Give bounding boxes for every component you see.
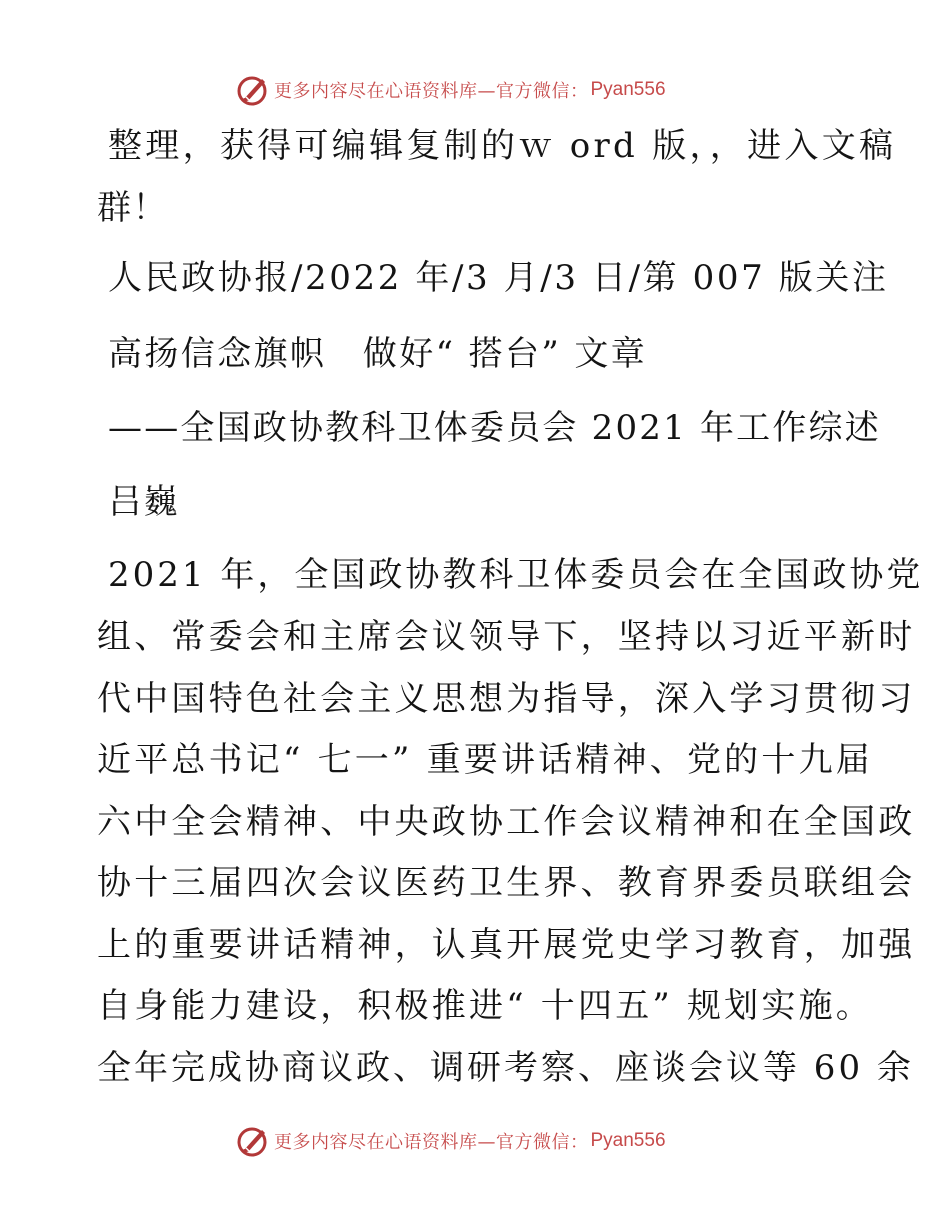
body-line: 代中国特色社会主义思想为指导，深入学习贯彻习 xyxy=(97,679,916,719)
body-line: 六中全会精神、中央政协工作会议精神和在全国政 xyxy=(97,802,916,842)
header-watermark-banner xyxy=(236,72,756,108)
author-name: 吕巍 xyxy=(108,482,179,522)
intro-line-2: 群！ xyxy=(97,188,168,228)
intro-line-1: 整理，获得可编辑复制的ｗ ord 版，，进入文稿 xyxy=(108,126,897,166)
quill-ink-logo-icon xyxy=(236,1124,270,1158)
body-line: 近平总书记“ 七一” 重要讲话精神、党的十九届 xyxy=(97,740,873,780)
source-line: 人民政协报/2022 年/3 月/3 日/第 007 版关注 xyxy=(108,258,889,298)
body-line: 全年完成协商议政、调研考察、座谈会议等 60 余 xyxy=(97,1048,914,1088)
body-line: 自身能力建设，积极推进“ 十四五” 规划实施。 xyxy=(97,986,873,1026)
footer-watermark-banner xyxy=(236,1123,756,1159)
watermark-text: 更多内容尽在心语资料库—官方微信： xyxy=(274,1132,589,1153)
quill-ink-logo-icon xyxy=(236,73,270,107)
article-title: 高扬信念旗帜 做好“ 搭台” 文章 xyxy=(108,334,648,374)
body-line: 组、常委会和主席会议领导下，坚持以习近平新时 xyxy=(97,617,916,657)
body-line: 2021 年，全国政协教科卫体委员会在全国政协党 xyxy=(108,555,924,595)
watermark-wechat-id: Pyan556 xyxy=(590,79,666,100)
body-line: 协十三届四次会议医药卫生界、教育界委员联组会 xyxy=(97,863,916,903)
watermark-wechat-id: Pyan556 xyxy=(590,1130,666,1151)
article-subtitle: ——全国政协教科卫体委员会 2021 年工作综述 xyxy=(108,408,881,448)
watermark-text: 更多内容尽在心语资料库—官方微信： xyxy=(274,81,589,102)
body-line: 上的重要讲话精神，认真开展党史学习教育，加强 xyxy=(97,925,916,965)
